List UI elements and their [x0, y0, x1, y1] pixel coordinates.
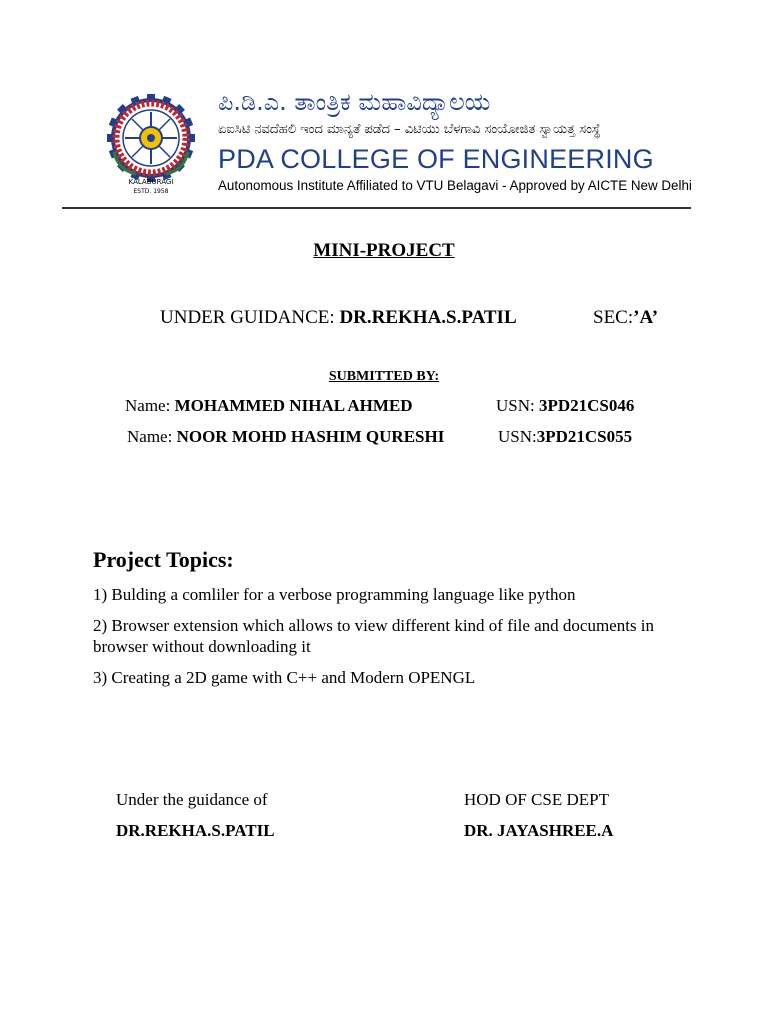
affiliation-line: Autonomous Institute Affiliated to VTU Belagavi - Approved by AICTE New Delhi — [218, 178, 692, 193]
student-name-label: Name: — [125, 396, 175, 415]
letterhead — [96, 88, 696, 200]
student-usn-value: 3PD21CS046 — [538, 396, 635, 415]
student-name-value: NOOR MOHD HASHIM QURESHI — [176, 427, 445, 446]
topic-item: 2) Browser extension which allows to view different kind of file and documents in browser without downloading it — [93, 616, 655, 656]
section-label: SEC: — [593, 307, 634, 328]
guidance-label: UNDER GUIDANCE: — [160, 307, 340, 328]
topic-item: 1) Bulding a comliler for a verbose programming language like python — [93, 585, 576, 604]
guide-signature-label: Under the guidance of — [116, 790, 268, 809]
guide-signature-name: DR.REKHA.S.PATIL — [116, 821, 275, 840]
project-topics-list — [93, 584, 683, 698]
student-usn-label: USN: — [496, 396, 539, 415]
student-usn-1 — [496, 396, 634, 416]
student-usn-label: USN: — [498, 427, 537, 446]
student-usn-value: 3PD21CS055 — [536, 427, 633, 446]
guidance-line — [160, 307, 517, 329]
emblem-place: KALABURAGI — [128, 178, 174, 186]
college-name: PDA COLLEGE OF ENGINEERING — [218, 144, 654, 174]
submitted-by-heading: SUBMITTED BY: — [328, 369, 440, 384]
guidance-name: DR.REKHA.S.PATIL — [339, 307, 517, 328]
kannada-subtitle: ಏಐಸಿಟಿ ನವದೆಹಲಿ ಇಂದ ಮಾನ್ಯತೆ ಪಡೆದ – ವಿಟಿಯು ಬೆಳಗಾವಿ ಸಂಯೋಜಿತ ಸ್ವಾಯತ್ತ ಸಂಸ್ಥೆ — [218, 122, 601, 137]
document-title-text: MINI-PROJECT — [313, 240, 455, 261]
hod-signature-label: HOD OF CSE DEPT — [464, 790, 609, 809]
section-value: ’A’ — [633, 307, 659, 328]
student-name-label: Name: — [127, 427, 177, 446]
section-line — [593, 307, 658, 329]
header-divider — [62, 207, 691, 209]
project-topics-heading: Project Topics: — [93, 547, 234, 572]
student-name-value: MOHAMMED NIHAL AHMED — [174, 396, 413, 415]
student-usn-2 — [498, 427, 632, 447]
hod-signature-name: DR. JAYASHREE.A — [464, 821, 614, 840]
college-emblem-icon — [96, 92, 206, 196]
student-name-2 — [127, 427, 444, 447]
topic-item: 3) Creating a 2D game with C++ and Modern OPENGL — [93, 668, 476, 687]
college-emblem-svg — [96, 92, 206, 196]
document-title — [0, 240, 768, 262]
emblem-established: ESTD. 1958 — [133, 188, 169, 195]
student-name-1 — [125, 396, 413, 416]
kannada-title: ಪಿ.ಡಿ.ಎ. ತಾಂತ್ರಿಕ ಮಹಾವಿದ್ಯಾಲಯ — [218, 88, 491, 116]
